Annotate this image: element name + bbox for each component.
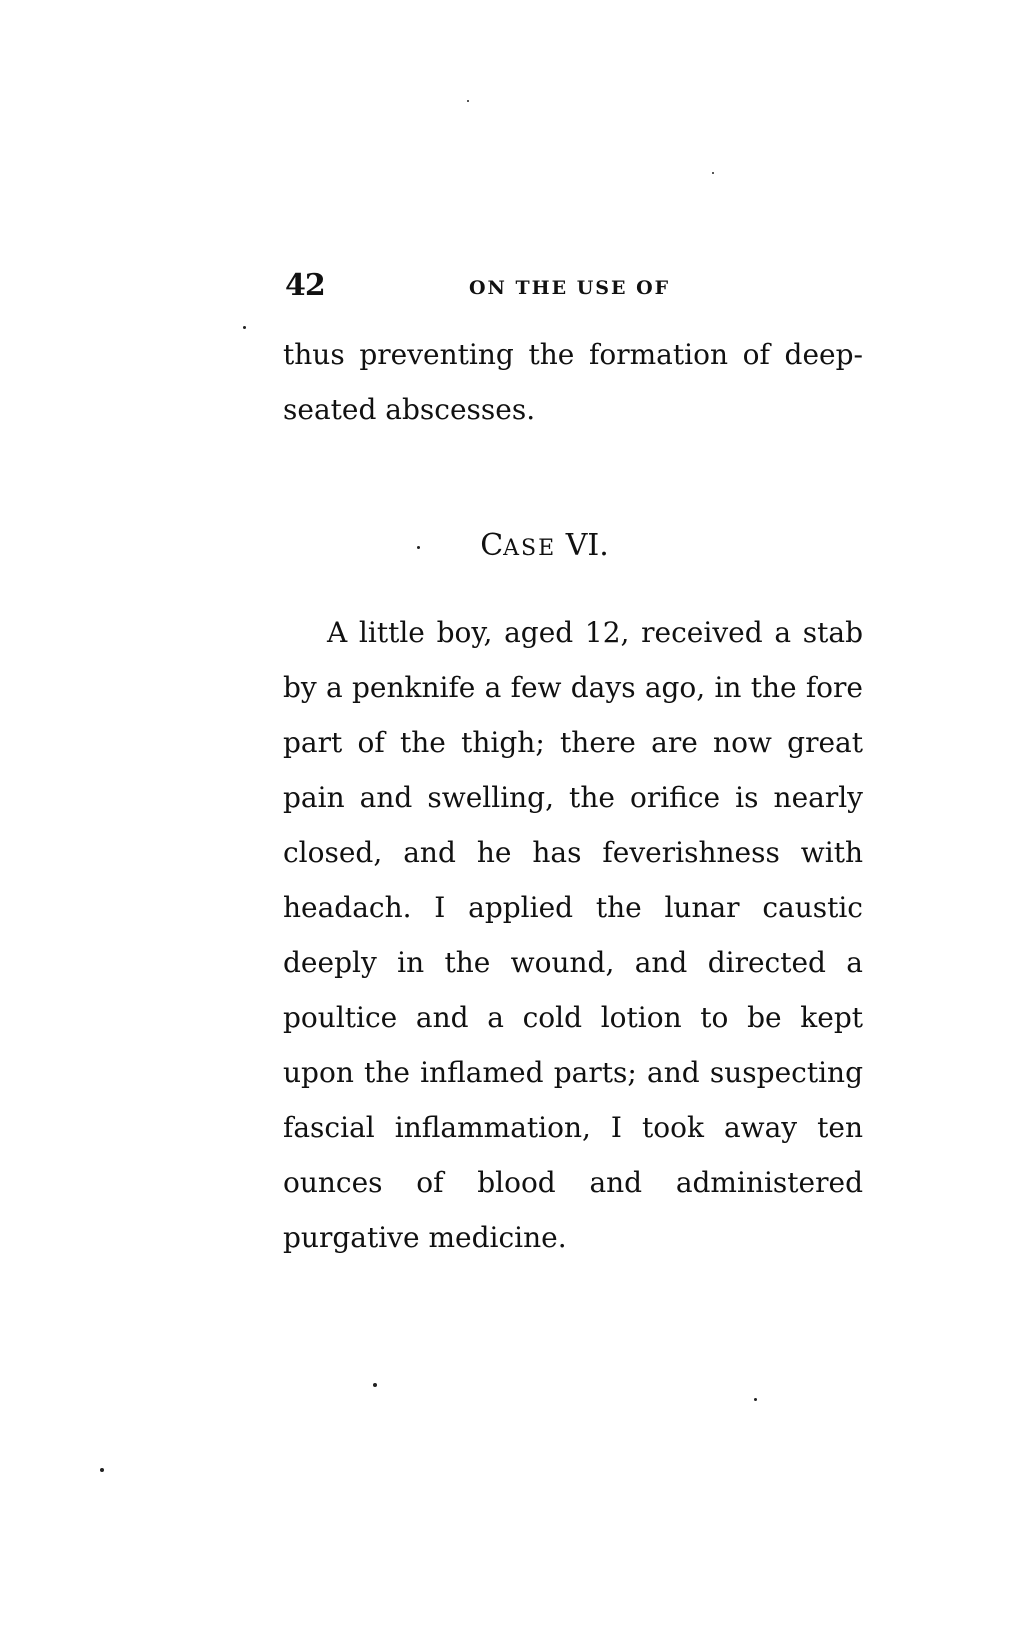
- scan-speck: [712, 172, 714, 174]
- scan-speck: [467, 100, 469, 102]
- running-title: ON THE USE OF: [469, 277, 671, 299]
- continuation-paragraph: thus preventing the formation of deep-seated abscesses.: [283, 338, 863, 426]
- scan-speck: [100, 1468, 104, 1472]
- case-paragraph: [283, 605, 863, 1265]
- case-paragraph-text: A little boy, aged 12, received a stab by a penknife a few days ago, in the fore part of the thigh; there are now great pain and swelling, the orifice is nearly closed, and he has feverishness with headach. I applied the lunar caustic deeply in the wound, and directed a poultice and a cold lotion to be kept upon the inflamed parts; and suspecting fascial inflammation, I took away ten ounces of blood and administered purgative medicine.: [283, 616, 863, 1254]
- running-header: [285, 268, 875, 308]
- page-number: 42: [285, 268, 325, 303]
- scan-speck: [373, 1383, 377, 1387]
- case-heading: [0, 528, 1013, 563]
- scan-speck: [754, 1398, 757, 1401]
- case-heading-numeral: VI.: [565, 528, 609, 563]
- scan-speck: [243, 326, 246, 329]
- case-heading-initial: C: [480, 528, 504, 563]
- case-heading-rest: ASE: [503, 536, 557, 561]
- scan-speck: [417, 546, 420, 549]
